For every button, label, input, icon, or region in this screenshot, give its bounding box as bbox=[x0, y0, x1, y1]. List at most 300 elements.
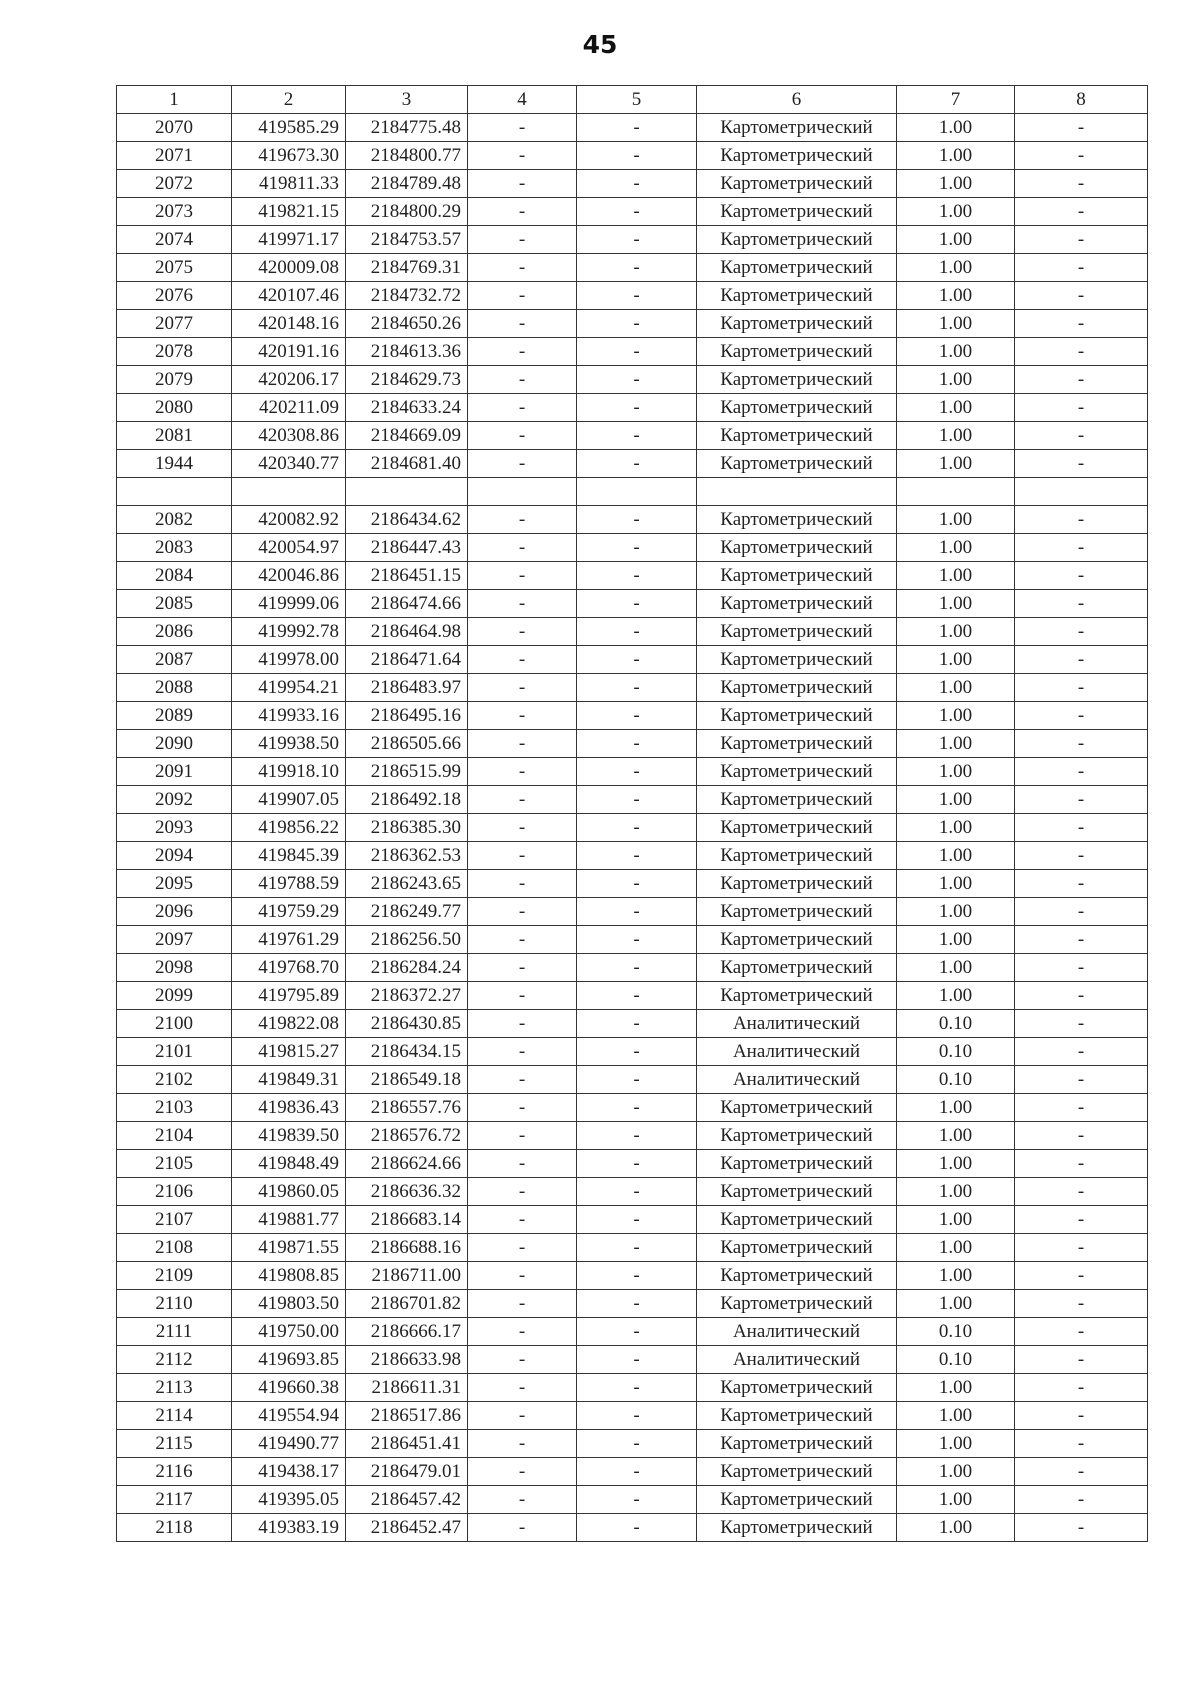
table-cell: 2077 bbox=[117, 310, 232, 338]
table-cell: 2186471.64 bbox=[346, 646, 468, 674]
table-cell: - bbox=[577, 198, 697, 226]
table-cell: - bbox=[1015, 534, 1148, 562]
table-cell: - bbox=[1015, 786, 1148, 814]
table-cell: - bbox=[1015, 506, 1148, 534]
table-row bbox=[117, 1346, 1148, 1374]
table-row bbox=[117, 646, 1148, 674]
table-cell: Картометрический bbox=[697, 1234, 897, 1262]
table-cell: - bbox=[468, 1290, 577, 1318]
table-cell: 2080 bbox=[117, 394, 232, 422]
table-cell: 2186576.72 bbox=[346, 1122, 468, 1150]
table-cell: - bbox=[1015, 1346, 1148, 1374]
table-cell: - bbox=[468, 1514, 577, 1542]
table-cell: - bbox=[577, 786, 697, 814]
table-cell: - bbox=[468, 254, 577, 282]
table-cell: - bbox=[1015, 338, 1148, 366]
table-row bbox=[117, 142, 1148, 170]
table-cell: - bbox=[468, 114, 577, 142]
table-cell: Картометрический bbox=[697, 1290, 897, 1318]
table-cell: Картометрический bbox=[697, 1178, 897, 1206]
table-cell: Картометрический bbox=[697, 674, 897, 702]
table-cell: 2186362.53 bbox=[346, 842, 468, 870]
table-cell: 2079 bbox=[117, 366, 232, 394]
table-cell: - bbox=[1015, 1374, 1148, 1402]
table-row bbox=[117, 1178, 1148, 1206]
table-cell: - bbox=[1015, 898, 1148, 926]
table-cell: 2186549.18 bbox=[346, 1066, 468, 1094]
table-cell: - bbox=[468, 1458, 577, 1486]
table-cell: 420107.46 bbox=[232, 282, 346, 310]
table-cell: 2186505.66 bbox=[346, 730, 468, 758]
table-cell: - bbox=[577, 450, 697, 478]
table-cell: 1.00 bbox=[897, 1486, 1015, 1514]
table-row bbox=[117, 786, 1148, 814]
table-cell: Картометрический bbox=[697, 954, 897, 982]
table-row bbox=[117, 366, 1148, 394]
table-cell: 2186483.97 bbox=[346, 674, 468, 702]
table-cell: - bbox=[1015, 758, 1148, 786]
table-cell: - bbox=[1015, 366, 1148, 394]
table-cell: 1.00 bbox=[897, 1150, 1015, 1178]
table-cell: - bbox=[577, 870, 697, 898]
table-cell: 2186517.86 bbox=[346, 1402, 468, 1430]
table-cell: - bbox=[1015, 170, 1148, 198]
table-cell: - bbox=[577, 282, 697, 310]
table-cell: 419871.55 bbox=[232, 1234, 346, 1262]
table-cell: Картометрический bbox=[697, 618, 897, 646]
table-cell: - bbox=[468, 366, 577, 394]
table-cell: 2108 bbox=[117, 1234, 232, 1262]
table-cell: - bbox=[1015, 1094, 1148, 1122]
table-cell: 2074 bbox=[117, 226, 232, 254]
table-cell: - bbox=[1015, 1290, 1148, 1318]
table-cell: 420206.17 bbox=[232, 366, 346, 394]
table-cell: 2098 bbox=[117, 954, 232, 982]
table-cell: 419836.43 bbox=[232, 1094, 346, 1122]
table-cell: 2082 bbox=[117, 506, 232, 534]
table-cell: - bbox=[1015, 590, 1148, 618]
table-cell: - bbox=[577, 114, 697, 142]
table-cell: 420308.86 bbox=[232, 422, 346, 450]
table-cell: - bbox=[577, 674, 697, 702]
table-cell: 1.00 bbox=[897, 170, 1015, 198]
table-cell: - bbox=[468, 898, 577, 926]
table-cell: Картометрический bbox=[697, 1486, 897, 1514]
table-cell: - bbox=[1015, 142, 1148, 170]
table-cell bbox=[346, 478, 468, 506]
table-cell: 2103 bbox=[117, 1094, 232, 1122]
table-cell: 2184789.48 bbox=[346, 170, 468, 198]
table-cell: 2112 bbox=[117, 1346, 232, 1374]
table-cell: - bbox=[1015, 562, 1148, 590]
table-cell: - bbox=[468, 814, 577, 842]
table-cell: 1.00 bbox=[897, 142, 1015, 170]
table-cell: Картометрический bbox=[697, 198, 897, 226]
table-cell: 2184753.57 bbox=[346, 226, 468, 254]
table-cell: Картометрический bbox=[697, 1458, 897, 1486]
table-cell: 2106 bbox=[117, 1178, 232, 1206]
table-cell: - bbox=[1015, 1430, 1148, 1458]
table-cell: 2184732.72 bbox=[346, 282, 468, 310]
table-cell: 2184650.26 bbox=[346, 310, 468, 338]
table-cell: - bbox=[1015, 1038, 1148, 1066]
table-cell: Картометрический bbox=[697, 898, 897, 926]
table-cell: 2109 bbox=[117, 1262, 232, 1290]
table-row bbox=[117, 898, 1148, 926]
table-cell: 2186624.66 bbox=[346, 1150, 468, 1178]
table-cell: - bbox=[577, 1206, 697, 1234]
table-cell: - bbox=[468, 282, 577, 310]
table-cell: 2186683.14 bbox=[346, 1206, 468, 1234]
table-cell: 419490.77 bbox=[232, 1430, 346, 1458]
table-cell: 1.00 bbox=[897, 422, 1015, 450]
table-cell: 2099 bbox=[117, 982, 232, 1010]
table-cell: 419554.94 bbox=[232, 1402, 346, 1430]
table-cell: 1.00 bbox=[897, 1122, 1015, 1150]
table-cell: 2081 bbox=[117, 422, 232, 450]
table-cell: 419845.39 bbox=[232, 842, 346, 870]
table-row bbox=[117, 730, 1148, 758]
table-cell: - bbox=[577, 842, 697, 870]
table-cell: - bbox=[577, 170, 697, 198]
table-cell: 2096 bbox=[117, 898, 232, 926]
table-cell: 419856.22 bbox=[232, 814, 346, 842]
table-cell: - bbox=[577, 142, 697, 170]
table-cell: - bbox=[577, 562, 697, 590]
table-cell: 419992.78 bbox=[232, 618, 346, 646]
table-cell: - bbox=[577, 366, 697, 394]
table-cell: - bbox=[577, 1122, 697, 1150]
table-cell: - bbox=[1015, 450, 1148, 478]
table-cell: - bbox=[1015, 1066, 1148, 1094]
table-cell: 420054.97 bbox=[232, 534, 346, 562]
table-cell: 1.00 bbox=[897, 282, 1015, 310]
table-cell: - bbox=[468, 450, 577, 478]
table-cell: 2186688.16 bbox=[346, 1234, 468, 1262]
table-cell: 2087 bbox=[117, 646, 232, 674]
table-cell: 2186256.50 bbox=[346, 926, 468, 954]
table-cell: - bbox=[577, 310, 697, 338]
table-cell: 2184800.29 bbox=[346, 198, 468, 226]
table-cell: 2107 bbox=[117, 1206, 232, 1234]
table-row bbox=[117, 1458, 1148, 1486]
table-cell: 2186474.66 bbox=[346, 590, 468, 618]
table-cell: 419808.85 bbox=[232, 1262, 346, 1290]
table-cell: 2186434.15 bbox=[346, 1038, 468, 1066]
table-cell: 1.00 bbox=[897, 506, 1015, 534]
table-cell: 2186633.98 bbox=[346, 1346, 468, 1374]
table-cell: 1.00 bbox=[897, 1514, 1015, 1542]
table-cell: - bbox=[577, 1066, 697, 1094]
table-row bbox=[117, 338, 1148, 366]
table-cell: - bbox=[1015, 1318, 1148, 1346]
table-row bbox=[117, 702, 1148, 730]
table-cell: - bbox=[468, 786, 577, 814]
table-row bbox=[117, 982, 1148, 1010]
table-cell: - bbox=[468, 1318, 577, 1346]
table-cell: Картометрический bbox=[697, 366, 897, 394]
table-cell: - bbox=[577, 1234, 697, 1262]
table-row bbox=[117, 954, 1148, 982]
table-cell: 2186372.27 bbox=[346, 982, 468, 1010]
table-cell: - bbox=[577, 730, 697, 758]
table-cell: 2184633.24 bbox=[346, 394, 468, 422]
table-cell: - bbox=[468, 1094, 577, 1122]
table-cell: - bbox=[1015, 1262, 1148, 1290]
table-cell: Картометрический bbox=[697, 1374, 897, 1402]
table-cell: 2118 bbox=[117, 1514, 232, 1542]
table-cell bbox=[697, 478, 897, 506]
table-cell: 2186284.24 bbox=[346, 954, 468, 982]
table-cell: 420082.92 bbox=[232, 506, 346, 534]
table-cell: 2085 bbox=[117, 590, 232, 618]
table-cell: 1.00 bbox=[897, 982, 1015, 1010]
table-cell: 419795.89 bbox=[232, 982, 346, 1010]
table-row bbox=[117, 562, 1148, 590]
table-cell: - bbox=[1015, 1402, 1148, 1430]
table-cell: - bbox=[577, 1262, 697, 1290]
table-cell: - bbox=[577, 1094, 697, 1122]
table-cell: Картометрический bbox=[697, 646, 897, 674]
table-cell: 0.10 bbox=[897, 1346, 1015, 1374]
table-cell: 419673.30 bbox=[232, 142, 346, 170]
table-cell: - bbox=[577, 1458, 697, 1486]
table-cell: 420148.16 bbox=[232, 310, 346, 338]
table-cell: 1.00 bbox=[897, 1178, 1015, 1206]
table-cell: 2102 bbox=[117, 1066, 232, 1094]
table-row bbox=[117, 618, 1148, 646]
table-row bbox=[117, 450, 1148, 478]
table-cell: 0.10 bbox=[897, 1066, 1015, 1094]
table-cell: 419907.05 bbox=[232, 786, 346, 814]
table-cell: Картометрический bbox=[697, 534, 897, 562]
table-cell: 419438.17 bbox=[232, 1458, 346, 1486]
table-cell: 1.00 bbox=[897, 786, 1015, 814]
table-row bbox=[117, 674, 1148, 702]
table-cell: - bbox=[577, 1318, 697, 1346]
table-cell: Картометрический bbox=[697, 1430, 897, 1458]
table-cell: - bbox=[468, 310, 577, 338]
table-cell: - bbox=[1015, 814, 1148, 842]
table-row bbox=[117, 842, 1148, 870]
table-cell: - bbox=[468, 1262, 577, 1290]
table-row bbox=[117, 506, 1148, 534]
table-cell: - bbox=[468, 1206, 577, 1234]
table-cell: 1.00 bbox=[897, 954, 1015, 982]
table-cell: 2071 bbox=[117, 142, 232, 170]
table-row bbox=[117, 1262, 1148, 1290]
table-cell: - bbox=[468, 1234, 577, 1262]
table-cell: - bbox=[468, 1374, 577, 1402]
table-cell: - bbox=[577, 1178, 697, 1206]
table-row bbox=[117, 478, 1148, 506]
table-cell: 419660.38 bbox=[232, 1374, 346, 1402]
table-cell: Картометрический bbox=[697, 758, 897, 786]
table-cell: - bbox=[468, 1486, 577, 1514]
table-cell: 419938.50 bbox=[232, 730, 346, 758]
table-cell: 420009.08 bbox=[232, 254, 346, 282]
table-cell: - bbox=[1015, 422, 1148, 450]
table-cell: - bbox=[1015, 646, 1148, 674]
table-cell: - bbox=[577, 758, 697, 786]
column-header: 7 bbox=[897, 86, 1015, 114]
table-cell: Картометрический bbox=[697, 1514, 897, 1542]
column-header: 3 bbox=[346, 86, 468, 114]
table-cell: 419383.19 bbox=[232, 1514, 346, 1542]
table-cell: - bbox=[468, 142, 577, 170]
table-row bbox=[117, 534, 1148, 562]
table-cell: 2186430.85 bbox=[346, 1010, 468, 1038]
table-row bbox=[117, 394, 1148, 422]
table-cell: - bbox=[1015, 1178, 1148, 1206]
table-cell: 2186451.15 bbox=[346, 562, 468, 590]
table-cell: 2186385.30 bbox=[346, 814, 468, 842]
table-cell bbox=[117, 478, 232, 506]
table-cell: 1.00 bbox=[897, 1094, 1015, 1122]
table-cell: Аналитический bbox=[697, 1318, 897, 1346]
table-cell: - bbox=[577, 898, 697, 926]
table-cell: Картометрический bbox=[697, 1262, 897, 1290]
table-cell: 420191.16 bbox=[232, 338, 346, 366]
table-cell: 1.00 bbox=[897, 338, 1015, 366]
table-cell: - bbox=[1015, 1206, 1148, 1234]
table-cell: - bbox=[1015, 926, 1148, 954]
table-cell: Картометрический bbox=[697, 506, 897, 534]
table-cell: Картометрический bbox=[697, 310, 897, 338]
table-row bbox=[117, 590, 1148, 618]
table-cell: 419881.77 bbox=[232, 1206, 346, 1234]
table-cell: 419815.27 bbox=[232, 1038, 346, 1066]
table-cell: 419811.33 bbox=[232, 170, 346, 198]
table-cell: 1.00 bbox=[897, 758, 1015, 786]
table-cell: - bbox=[577, 506, 697, 534]
table-cell: - bbox=[468, 1346, 577, 1374]
table-cell: - bbox=[1015, 982, 1148, 1010]
table-row bbox=[117, 1038, 1148, 1066]
coordinates-table bbox=[116, 85, 1148, 1542]
table-cell: - bbox=[468, 1010, 577, 1038]
table-cell: 419821.15 bbox=[232, 198, 346, 226]
table-cell: - bbox=[468, 926, 577, 954]
table-cell: - bbox=[468, 870, 577, 898]
table-cell: - bbox=[468, 422, 577, 450]
table-cell: - bbox=[468, 646, 577, 674]
table-cell: - bbox=[577, 1486, 697, 1514]
table-cell: - bbox=[1015, 226, 1148, 254]
table-cell: - bbox=[468, 1178, 577, 1206]
table-cell: 419849.31 bbox=[232, 1066, 346, 1094]
table-cell: 1.00 bbox=[897, 814, 1015, 842]
table-cell: 419768.70 bbox=[232, 954, 346, 982]
table-cell: - bbox=[1015, 674, 1148, 702]
table-cell: Картометрический bbox=[697, 1206, 897, 1234]
table-cell: 2111 bbox=[117, 1318, 232, 1346]
table-cell: 2186666.17 bbox=[346, 1318, 468, 1346]
table-cell: - bbox=[577, 1402, 697, 1430]
table-cell: 2093 bbox=[117, 814, 232, 842]
table-cell: 419933.16 bbox=[232, 702, 346, 730]
table-cell: - bbox=[468, 338, 577, 366]
table-cell: 419759.29 bbox=[232, 898, 346, 926]
table-cell: Картометрический bbox=[697, 730, 897, 758]
table-cell: 2186611.31 bbox=[346, 1374, 468, 1402]
table-cell: 419971.17 bbox=[232, 226, 346, 254]
table-cell: 1.00 bbox=[897, 1374, 1015, 1402]
table-row bbox=[117, 870, 1148, 898]
table-cell: 2186701.82 bbox=[346, 1290, 468, 1318]
table-cell: - bbox=[468, 198, 577, 226]
table-cell: - bbox=[1015, 702, 1148, 730]
table-cell: 419999.06 bbox=[232, 590, 346, 618]
table-cell: Картометрический bbox=[697, 114, 897, 142]
table-cell: 2073 bbox=[117, 198, 232, 226]
table-row bbox=[117, 1402, 1148, 1430]
table-cell: 2186515.99 bbox=[346, 758, 468, 786]
table-cell: - bbox=[468, 1038, 577, 1066]
table-cell: - bbox=[1015, 1458, 1148, 1486]
table-body bbox=[117, 114, 1148, 1542]
table-cell: - bbox=[468, 842, 577, 870]
table-cell: 2113 bbox=[117, 1374, 232, 1402]
table-cell: 419918.10 bbox=[232, 758, 346, 786]
table-cell: - bbox=[577, 394, 697, 422]
table-cell bbox=[1015, 478, 1148, 506]
table-cell: 419839.50 bbox=[232, 1122, 346, 1150]
table-cell: 1.00 bbox=[897, 254, 1015, 282]
table-cell: 2186479.01 bbox=[346, 1458, 468, 1486]
table-cell: Картометрический bbox=[697, 590, 897, 618]
table-cell: Картометрический bbox=[697, 814, 897, 842]
table-cell: - bbox=[1015, 842, 1148, 870]
table-cell: 1.00 bbox=[897, 1206, 1015, 1234]
table-row bbox=[117, 1234, 1148, 1262]
table-cell: 1944 bbox=[117, 450, 232, 478]
table-cell: 2186249.77 bbox=[346, 898, 468, 926]
table-cell: - bbox=[577, 1290, 697, 1318]
column-header: 4 bbox=[468, 86, 577, 114]
column-header: 6 bbox=[697, 86, 897, 114]
table-cell: - bbox=[577, 1346, 697, 1374]
table-row bbox=[117, 758, 1148, 786]
table-row bbox=[117, 1206, 1148, 1234]
table-cell: 1.00 bbox=[897, 114, 1015, 142]
table-cell: - bbox=[1015, 198, 1148, 226]
table-cell bbox=[577, 478, 697, 506]
table-cell: 1.00 bbox=[897, 618, 1015, 646]
table-cell: 1.00 bbox=[897, 926, 1015, 954]
table-cell: - bbox=[577, 226, 697, 254]
table-cell: 2097 bbox=[117, 926, 232, 954]
table-cell: 1.00 bbox=[897, 366, 1015, 394]
table-cell: 2186557.76 bbox=[346, 1094, 468, 1122]
table-cell: - bbox=[468, 758, 577, 786]
table-row bbox=[117, 1122, 1148, 1150]
table-cell: - bbox=[1015, 618, 1148, 646]
table-cell: - bbox=[577, 618, 697, 646]
table-row bbox=[117, 170, 1148, 198]
table-cell: - bbox=[468, 590, 577, 618]
column-header: 8 bbox=[1015, 86, 1148, 114]
table-cell: Картометрический bbox=[697, 982, 897, 1010]
table-cell: 2110 bbox=[117, 1290, 232, 1318]
table-cell: - bbox=[577, 982, 697, 1010]
table-cell: - bbox=[577, 702, 697, 730]
table-cell: - bbox=[1015, 1150, 1148, 1178]
table-cell: 1.00 bbox=[897, 1234, 1015, 1262]
table-cell: 2092 bbox=[117, 786, 232, 814]
table-cell: 419860.05 bbox=[232, 1178, 346, 1206]
table-cell: 2184629.73 bbox=[346, 366, 468, 394]
